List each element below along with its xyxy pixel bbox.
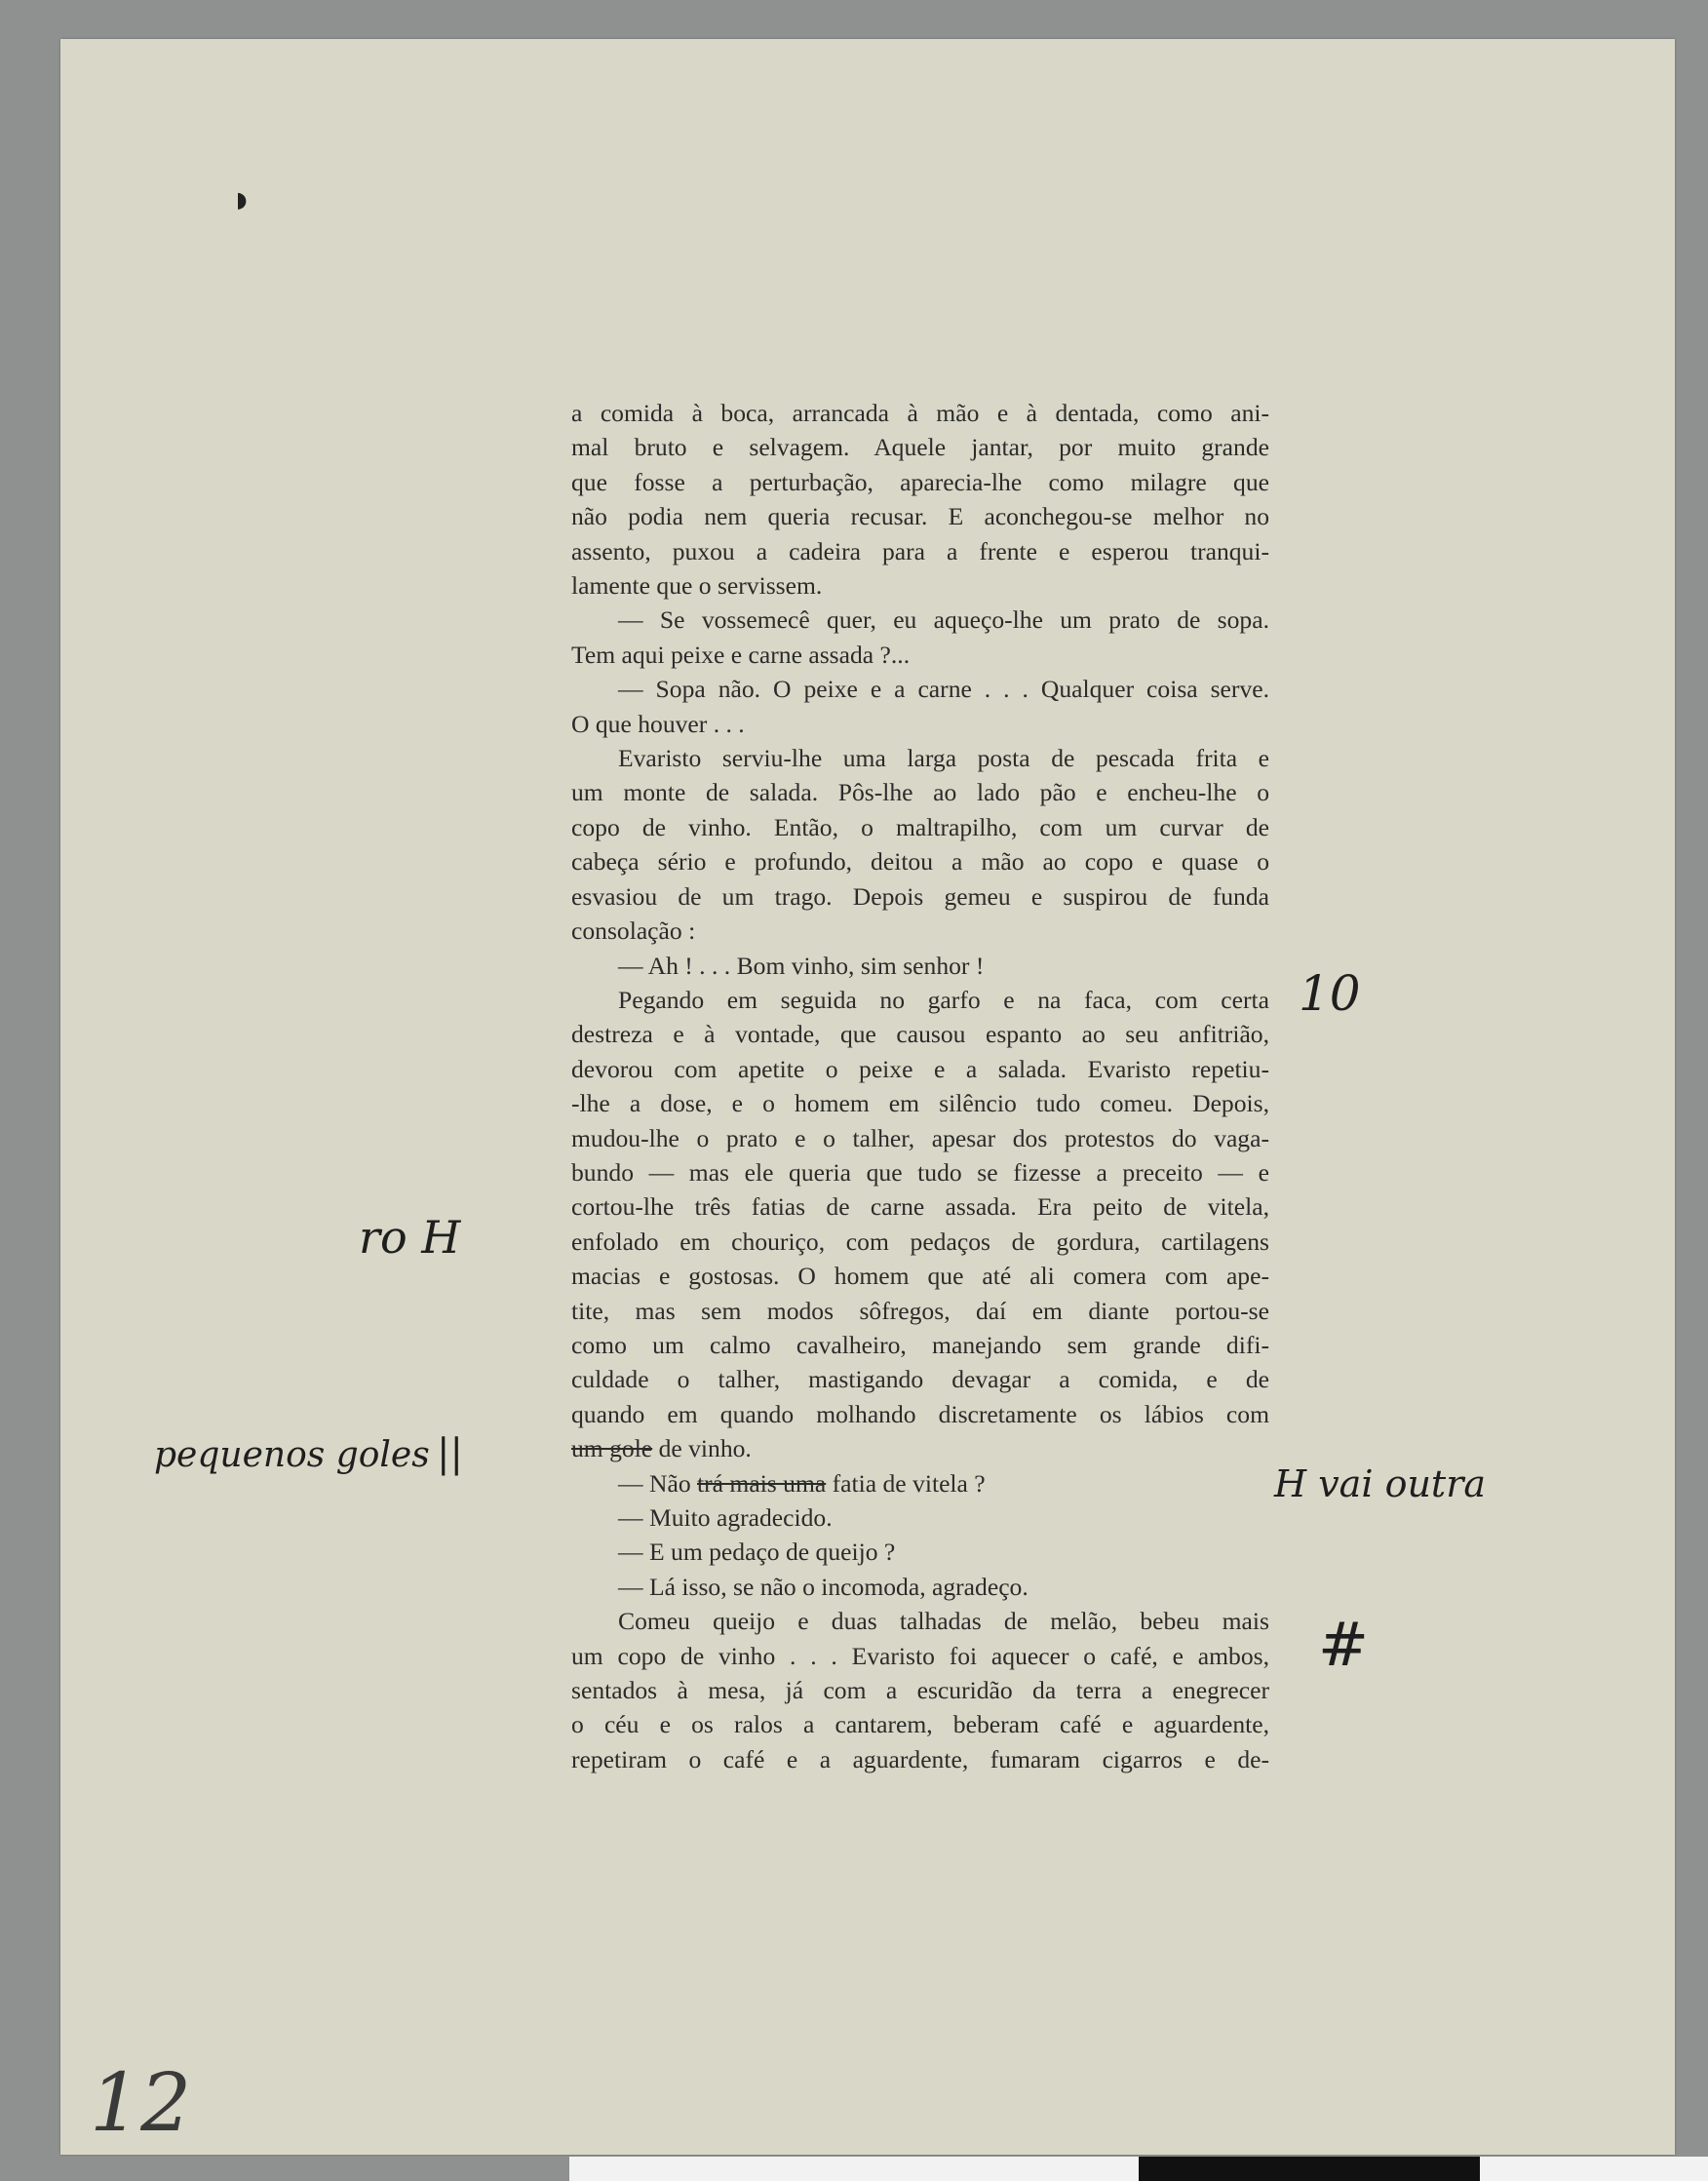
text-line: Pegando em seguida no garfo e na faca, com certa: [618, 985, 1269, 1014]
handwritten-vai-outra-annotation: H vai outra: [1274, 1462, 1487, 1505]
punch-hole-mark: ◗: [236, 188, 248, 213]
text-line: -lhe a dose, e o homem em silêncio tudo comeu. Depois,: [571, 1089, 1269, 1118]
text-line: assento, puxou a cadeira para a frente e esperou tranqui-: [571, 536, 1269, 565]
text-line: tite, mas sem modos sôfregos, daí em diante portou-se: [571, 1296, 1269, 1325]
text-line: o céu e os ralos a cantarem, beberam café e aguardente,: [571, 1710, 1269, 1739]
text-line: não podia nem queria recusar. E aconchegou-se melhor no: [571, 502, 1269, 531]
handwritten-pequenos-goles-annotation: pequenos goles: [154, 1435, 430, 1475]
text-line: que fosse a perturbação, aparecia-lhe como milagre que: [571, 467, 1269, 496]
typeset-text-block: [571, 396, 1269, 1776]
text-line: devorou com apetite o peixe e a salada. Evaristo repetiu-: [571, 1054, 1269, 1083]
text-line: — Se vossemecê quer, eu aqueço-lhe um prato de sopa.: [618, 605, 1269, 635]
line-vitela: [571, 1466, 1269, 1500]
scale-ruler: [569, 2157, 1708, 2181]
text-line: macias e gostosas. O homem que até ali comera com ape-: [571, 1262, 1269, 1291]
line-vitela-rest: fatia de vitela ?: [826, 1468, 986, 1498]
text-line: — E um pedaço de queijo ?: [618, 1538, 896, 1567]
handwritten-ro-h-annotation: ro H: [359, 1211, 461, 1264]
body-lines-part-1: [571, 396, 1269, 1431]
text-line: — Lá isso, se não o incomoda, agradeço.: [618, 1572, 1029, 1601]
ruler-segment: [683, 2157, 797, 2181]
line-goles: [571, 1431, 1269, 1465]
text-line: cabeça sério e profundo, deitou a mão ao copo e quase o: [571, 847, 1269, 876]
handwritten-page-number: 12: [90, 2057, 192, 2150]
text-line: como um calmo cavalheiro, manejando sem grande difi-: [571, 1330, 1269, 1359]
ruler-segment: [1253, 2157, 1367, 2181]
text-line: O que houver . . .: [571, 709, 745, 738]
text-line: cortou-lhe três fatias de carne assada. Era peito de vitela,: [571, 1192, 1269, 1222]
text-line: um monte de salada. Pôs-lhe ao lado pão e encheu-lhe o: [571, 778, 1269, 807]
handwritten-double-bar-mark: ||: [437, 1431, 463, 1476]
text-line: mudou-lhe o prato e o talher, apesar dos protestos do vaga-: [571, 1123, 1269, 1152]
text-line: lamente que o servissem.: [571, 571, 823, 601]
ruler-segment: [1480, 2157, 1594, 2181]
ruler-segment: [911, 2157, 1025, 2181]
text-line: Comeu queijo e duas talhadas de melão, bebeu mais: [618, 1607, 1269, 1636]
struck-text-tra-mais-uma: trá mais uma: [697, 1468, 827, 1498]
ruler-segment: [797, 2157, 912, 2181]
text-line: um copo de vinho . . . Evaristo foi aquecer o café, e ambos,: [571, 1641, 1269, 1670]
text-line: quando em quando molhando discretamente os lábios com: [571, 1399, 1269, 1428]
text-line: mal bruto e selvagem. Aquele jantar, por muito grande: [571, 433, 1269, 462]
handwritten-hash-mark: #: [1318, 1609, 1369, 1680]
text-line: Tem aqui peixe e carne assada ?...: [571, 640, 911, 669]
text-line: enfolado em chouriço, com pedaços de gordura, cartilagens: [571, 1227, 1269, 1256]
text-line: — Sopa não. O peixe e a carne . . . Qualquer coisa serve.: [618, 675, 1269, 704]
ruler-segment: [1025, 2157, 1139, 2181]
text-line: — Muito agradecido.: [618, 1503, 833, 1532]
text-line: consolação :: [571, 916, 696, 946]
text-line: Evaristo serviu-lhe uma larga posta de pescada frita e: [618, 744, 1269, 773]
text-line: esvasiou de um trago. Depois gemeu e suspirou de funda: [571, 881, 1269, 911]
text-line: copo de vinho. Então, o maltrapilho, com um curvar de: [571, 812, 1269, 841]
manuscript-page: [60, 39, 1675, 2155]
line-goles-rest: de vinho.: [652, 1434, 752, 1463]
text-line: bundo — mas ele queria que tudo se fizesse a preceito — e: [571, 1157, 1269, 1187]
struck-text-um-gole: um gole: [571, 1434, 653, 1463]
body-lines-part-2: [571, 1500, 1269, 1776]
ruler-segment: [1594, 2157, 1708, 2181]
ruler-segment: [1139, 2157, 1253, 2181]
handwritten-10-annotation: 10: [1299, 965, 1361, 1022]
text-line: culdade o talher, mastigando devagar a comida, e de: [571, 1365, 1269, 1394]
line-vitela-prefix: — Não: [618, 1468, 698, 1498]
text-line: a comida à boca, arrancada à mão e à dentada, como ani-: [571, 399, 1269, 427]
ruler-segment: [569, 2157, 683, 2181]
text-line: — Ah ! . . . Bom vinho, sim senhor !: [618, 951, 985, 980]
text-line: sentados à mesa, já com a escuridão da terra a enegrecer: [571, 1676, 1269, 1705]
text-line: repetiram o café e a aguardente, fumaram cigarros e de-: [571, 1744, 1269, 1773]
ruler-segment: [1367, 2157, 1481, 2181]
text-line: destreza e à vontade, que causou espanto ao seu anfitrião,: [571, 1020, 1269, 1049]
